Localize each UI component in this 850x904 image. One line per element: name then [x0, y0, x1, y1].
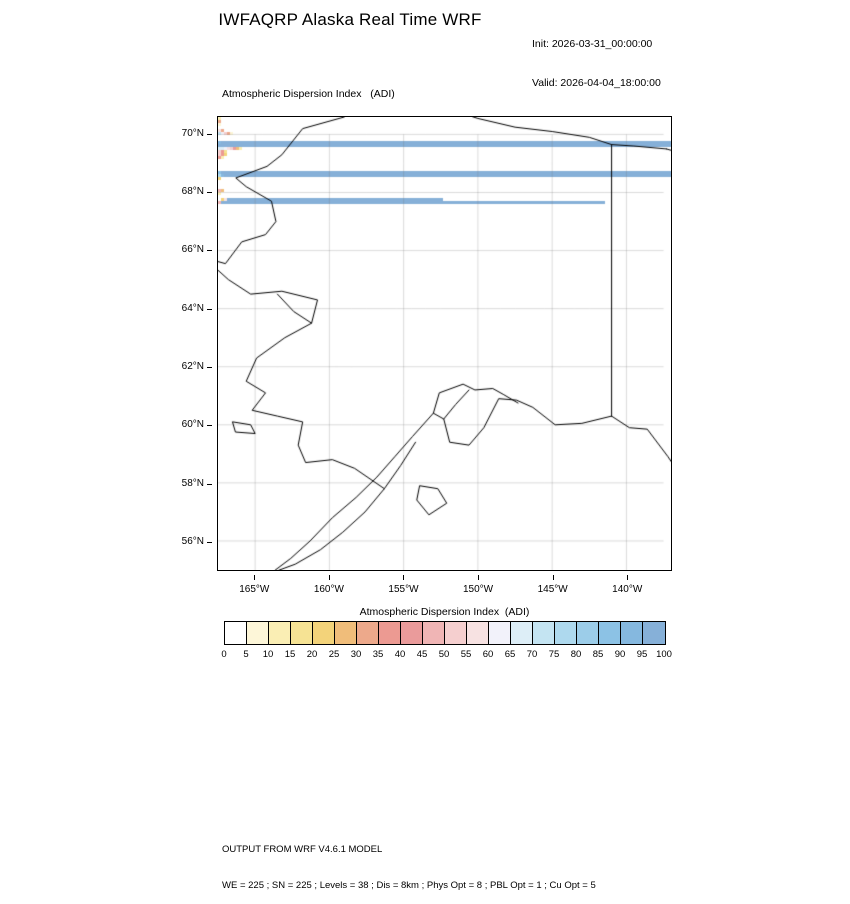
colorbar-swatch [357, 622, 379, 644]
colorbar-tick-label: 5 [243, 649, 249, 660]
colorbar-tick-label: 20 [306, 649, 318, 660]
colorbar-swatch [291, 622, 313, 644]
colorbar-tick-label: 30 [350, 649, 362, 660]
x-axis-tick-mark [553, 575, 554, 580]
colorbar-tick-label: 70 [526, 649, 538, 660]
init-time-label: Init: 2026-03-31_00:00:00 [532, 38, 653, 50]
x-axis-tick-label: 150°W [463, 584, 494, 595]
colorbar-swatch [335, 622, 357, 644]
y-axis-tick-label: 70°N [181, 127, 204, 139]
x-axis-tick-mark [329, 575, 330, 580]
colorbar-swatch [621, 622, 643, 644]
y-axis-ticks [160, 116, 212, 571]
map-plot-area [217, 116, 672, 571]
colorbar-swatch [533, 622, 555, 644]
colorbar-swatch [313, 622, 335, 644]
colorbar-tick-label: 45 [416, 649, 428, 660]
x-axis-tick-label: 145°W [537, 584, 568, 595]
y-axis-tick-mark [207, 367, 212, 368]
colorbar-swatch [247, 622, 269, 644]
run-info-block [532, 12, 661, 103]
colorbar-swatch [269, 622, 291, 644]
colorbar-tick-label: 85 [592, 649, 604, 660]
x-axis-tick-label: 160°W [313, 584, 344, 595]
colorbar-swatch [511, 622, 533, 644]
colorbar-title: Atmospheric Dispersion Index (ADI) [359, 606, 530, 618]
colorbar-swatch [225, 622, 247, 644]
colorbar-tick-label: 40 [394, 649, 406, 660]
x-axis-ticks [217, 575, 672, 595]
plot-title: Atmospheric Dispersion Index (ADI) [222, 88, 395, 100]
y-axis-tick-mark [207, 134, 212, 135]
x-axis-tick-label: 140°W [612, 584, 643, 595]
colorbar-swatch [379, 622, 401, 644]
colorbar-tick-label: 55 [460, 649, 472, 660]
colorbar-swatch [423, 622, 445, 644]
y-axis-tick-label: 66°N [181, 244, 204, 256]
model-output-footer [222, 820, 596, 904]
colorbar-tick-label: 100 [656, 649, 672, 660]
y-axis-tick-mark [207, 192, 212, 193]
x-axis-tick-mark [254, 575, 255, 580]
y-axis-tick-label: 64°N [181, 302, 204, 314]
x-axis-tick-mark [403, 575, 404, 580]
x-axis-tick-label: 165°W [239, 584, 270, 595]
colorbar-tick-label: 75 [548, 649, 560, 660]
colorbar-tick-label: 25 [328, 649, 340, 660]
footer-line-1: OUTPUT FROM WRF V4.6.1 MODEL [222, 844, 383, 855]
colorbar-tick-label: 10 [262, 649, 274, 660]
colorbar-swatch [467, 622, 489, 644]
colorbar-swatch [599, 622, 621, 644]
x-axis-tick-mark [478, 575, 479, 580]
x-axis-tick-mark [627, 575, 628, 580]
colorbar-tick-label: 50 [438, 649, 450, 660]
colorbar-swatch [401, 622, 423, 644]
y-axis-tick-label: 58°N [181, 477, 204, 489]
colorbar [224, 621, 666, 645]
colorbar-tick-labels [221, 649, 672, 665]
colorbar-swatch [445, 622, 467, 644]
colorbar-tick-label: 95 [636, 649, 648, 660]
y-axis-tick-label: 56°N [181, 535, 204, 547]
x-axis-tick-label: 155°W [388, 584, 419, 595]
colorbar-tick-label: 65 [504, 649, 516, 660]
valid-time-label: Valid: 2026-04-04_18:00:00 [532, 77, 661, 89]
colorbar-swatch [577, 622, 599, 644]
colorbar-tick-label: 90 [614, 649, 626, 660]
colorbar-tick-label: 0 [221, 649, 227, 660]
adi-heatmap-canvas [218, 117, 671, 570]
y-axis-tick-mark [207, 250, 212, 251]
footer-line-2: WE = 225 ; SN = 225 ; Levels = 38 ; Dis = 8km ; Phys Opt = 8 ; PBL Opt = 1 ; Cu Opt = 5 [222, 880, 596, 891]
y-axis-tick-mark [207, 425, 212, 426]
page-title: IWFAQRP Alaska Real Time WRF [218, 10, 482, 29]
colorbar-tick-label: 15 [284, 649, 296, 660]
colorbar-swatch [643, 622, 665, 644]
colorbar-tick-label: 35 [372, 649, 384, 660]
y-axis-tick-label: 60°N [181, 419, 204, 431]
y-axis-tick-mark [207, 309, 212, 310]
y-axis-tick-label: 62°N [181, 360, 204, 372]
colorbar-tick-label: 80 [570, 649, 582, 660]
colorbar-swatch [555, 622, 577, 644]
y-axis-tick-mark [207, 484, 212, 485]
colorbar-tick-label: 60 [482, 649, 494, 660]
colorbar-swatch [489, 622, 511, 644]
y-axis-tick-label: 68°N [181, 185, 204, 197]
y-axis-tick-mark [207, 542, 212, 543]
